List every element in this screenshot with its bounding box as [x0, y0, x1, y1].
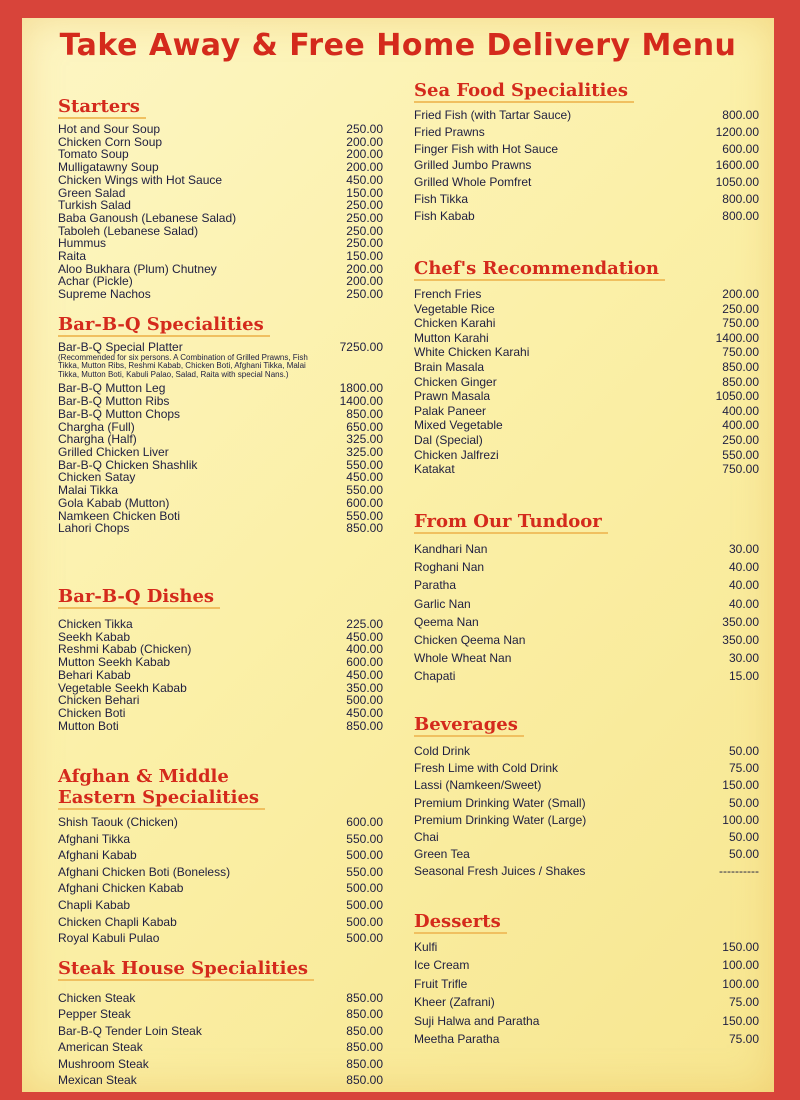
section-heading-line2: Eastern Specialities — [58, 787, 265, 810]
item-name: Afghani Chicken Boti (Boneless) — [58, 864, 231, 879]
menu-item — [414, 174, 759, 191]
item-price: 750.00 — [722, 316, 759, 331]
menu-item — [58, 123, 383, 136]
item-name: Chapli Kabab — [58, 897, 131, 912]
menu-item — [414, 975, 759, 993]
item-price: 200.00 — [346, 274, 383, 289]
item-price: 200.00 — [346, 160, 383, 175]
item-name: Suji Halwa and Paratha — [414, 1013, 540, 1028]
menu-item — [58, 1006, 383, 1022]
item-list — [58, 341, 383, 535]
menu-item — [58, 408, 383, 421]
menu-item — [58, 930, 383, 947]
section-beverages — [414, 714, 759, 881]
item-list — [58, 814, 383, 947]
menu-item — [414, 631, 759, 649]
menu-item — [414, 846, 759, 863]
item-name: Chicken Jalfrezi — [414, 447, 499, 462]
section-heading: From Our Tundoor — [414, 511, 608, 534]
item-price: 100.00 — [722, 958, 759, 973]
item-name: Chicken Behari — [58, 693, 140, 708]
menu-item — [58, 161, 383, 174]
item-price: 250.00 — [346, 236, 383, 251]
menu-item — [414, 993, 759, 1011]
menu-item — [58, 880, 383, 897]
item-price: 150.00 — [722, 778, 759, 793]
item-name: Chargha (Full) — [58, 419, 135, 434]
menu-item — [414, 107, 759, 124]
menu-page — [22, 18, 774, 1092]
item-price: 450.00 — [346, 667, 383, 682]
item-price: 550.00 — [346, 457, 383, 472]
menu-item — [414, 141, 759, 158]
item-name: Malai Tikka — [58, 483, 119, 498]
menu-item — [58, 1056, 383, 1072]
item-price: 850.00 — [346, 1056, 383, 1071]
item-price: 750.00 — [722, 345, 759, 360]
item-price: 250.00 — [722, 301, 759, 316]
menu-item — [414, 404, 759, 419]
menu-item — [58, 522, 383, 535]
menu-item — [58, 656, 383, 669]
item-price: 800.00 — [722, 108, 759, 122]
menu-item — [58, 990, 383, 1006]
item-price: 150.00 — [346, 249, 383, 264]
item-name: Mexican Steak — [58, 1073, 137, 1088]
menu-item — [58, 212, 383, 225]
menu-item — [414, 760, 759, 777]
item-price: 550.00 — [722, 447, 759, 462]
section-afghan — [58, 766, 383, 947]
section-desserts — [414, 911, 759, 1048]
item-name: Afghani Chicken Kabab — [58, 881, 184, 896]
menu-item — [414, 345, 759, 360]
item-price: 600.00 — [346, 655, 383, 670]
menu-item — [58, 814, 383, 831]
item-name: Fresh Lime with Cold Drink — [414, 761, 559, 776]
item-price: 200.00 — [346, 134, 383, 149]
item-list — [414, 287, 759, 477]
item-price: 75.00 — [728, 761, 759, 776]
menu-item — [414, 331, 759, 346]
item-price: 450.00 — [346, 705, 383, 720]
item-price: 1400.00 — [339, 394, 383, 409]
item-price: 850.00 — [346, 718, 383, 733]
menu-item — [414, 777, 759, 794]
item-price: 325.00 — [346, 432, 383, 447]
item-price: 500.00 — [346, 897, 383, 912]
item-name: Chai — [414, 830, 439, 845]
menu-item-platter — [58, 341, 383, 354]
menu-item — [414, 613, 759, 631]
section-starters — [58, 96, 383, 301]
item-name: American Steak — [58, 1040, 143, 1055]
item-name: Supreme Nachos — [58, 287, 151, 302]
menu-item — [414, 863, 759, 880]
item-price: 50.00 — [728, 830, 759, 845]
item-price: 350.00 — [722, 614, 759, 629]
menu-item — [414, 433, 759, 448]
menu-item — [414, 389, 759, 404]
section-seafood — [414, 80, 759, 225]
item-name: Baba Ganoush (Lebanese Salad) — [58, 210, 237, 225]
section-chef — [414, 258, 759, 477]
section-bbq-dishes — [58, 586, 383, 732]
item-name: Chicken Steak — [58, 991, 136, 1005]
item-name: French Fries — [414, 287, 482, 301]
item-price: 75.00 — [728, 1032, 759, 1047]
item-price: 200.00 — [346, 147, 383, 162]
item-name: Tomato Soup — [58, 147, 129, 162]
item-name: Seekh Kabab — [58, 629, 131, 644]
item-name: Ice Cream — [414, 958, 470, 973]
item-name: Taboleh (Lebanese Salad) — [58, 223, 199, 238]
item-price: 850.00 — [722, 374, 759, 389]
menu-item — [414, 418, 759, 433]
item-price: 350.00 — [346, 680, 383, 695]
item-name: Aloo Bukhara (Plum) Chutney — [58, 261, 217, 276]
item-name: Chicken Satay — [58, 470, 136, 485]
item-name: Meetha Paratha — [414, 1032, 500, 1047]
item-price: 450.00 — [346, 470, 383, 485]
item-name: Garlic Nan — [414, 596, 471, 611]
item-name: Fish Kabab — [414, 208, 475, 223]
menu-item — [414, 558, 759, 576]
item-name: Vegetable Seekh Kabab — [58, 680, 187, 695]
item-name: Prawn Masala — [414, 389, 491, 404]
item-price: 250.00 — [346, 223, 383, 238]
item-name: Chargha (Half) — [58, 432, 137, 447]
item-name: Qeema Nan — [414, 614, 479, 629]
item-price: 250.00 — [346, 198, 383, 213]
item-name: Dal (Special) — [414, 432, 483, 447]
menu-item — [58, 395, 383, 408]
item-name: White Chicken Karahi — [414, 345, 530, 360]
item-price: 550.00 — [346, 864, 383, 879]
item-name: Lassi (Namkeen/Sweet) — [414, 778, 542, 793]
section-steak — [58, 958, 383, 1088]
item-price: 550.00 — [346, 483, 383, 498]
item-price: 1600.00 — [715, 158, 759, 173]
item-price: 850.00 — [346, 1007, 383, 1022]
item-list — [58, 618, 383, 732]
item-name: Chicken Karahi — [414, 316, 496, 331]
item-price: 200.00 — [722, 287, 759, 301]
item-price: 450.00 — [346, 172, 383, 187]
item-price: 250.00 — [722, 432, 759, 447]
item-name: Afghani Tikka — [58, 831, 131, 846]
section-tundoor — [414, 511, 759, 686]
menu-item — [58, 831, 383, 848]
item-list — [414, 107, 759, 225]
menu-item — [414, 462, 759, 477]
item-list-rest — [58, 382, 383, 534]
item-price: 550.00 — [346, 831, 383, 846]
item-name: Green Tea — [414, 847, 470, 862]
menu-item — [414, 667, 759, 685]
menu-item — [58, 250, 383, 263]
item-list — [414, 938, 759, 1048]
menu-item — [58, 720, 383, 733]
item-name: Bar-B-Q Mutton Ribs — [58, 394, 170, 409]
item-name: Katakat — [414, 462, 455, 477]
menu-item — [58, 864, 383, 881]
section-heading: Bar-B-Q Dishes — [58, 586, 220, 609]
menu-item — [58, 669, 383, 682]
item-name: Chicken Tikka — [58, 617, 133, 631]
item-name: Fried Prawns — [414, 124, 485, 139]
item-name: Green Salad — [58, 185, 126, 200]
item-price: 550.00 — [346, 508, 383, 523]
item-name: Mushroom Steak — [58, 1056, 149, 1071]
item-name: Hummus — [58, 236, 107, 251]
section-heading: Chef's Recommendation — [414, 258, 665, 281]
menu-item — [414, 743, 759, 760]
item-price: 7250.00 — [339, 340, 383, 354]
item-price: 30.00 — [728, 542, 759, 556]
menu-item — [414, 812, 759, 829]
menu-item — [414, 375, 759, 390]
item-name: Kheer (Zafrani) — [414, 995, 495, 1010]
section-heading: Beverages — [414, 714, 524, 737]
item-name: Kulfi — [414, 940, 438, 954]
item-price: 500.00 — [346, 848, 383, 863]
item-price: 30.00 — [728, 651, 759, 666]
item-price: 800.00 — [722, 191, 759, 206]
item-price: 850.00 — [346, 521, 383, 536]
menu-item — [414, 302, 759, 317]
menu-item — [58, 707, 383, 720]
item-name: Grilled Chicken Liver — [58, 445, 169, 459]
item-price: 400.00 — [722, 403, 759, 418]
item-price: 600.00 — [346, 815, 383, 829]
menu-item — [414, 316, 759, 331]
item-name: Chicken Chapli Kabab — [58, 914, 177, 929]
item-price: 150.00 — [346, 185, 383, 200]
item-name: Reshmi Kabab (Chicken) — [58, 642, 192, 657]
item-price: 650.00 — [346, 419, 383, 434]
item-price: 1400.00 — [715, 330, 759, 345]
menu-item — [414, 360, 759, 375]
menu-item — [58, 237, 383, 250]
item-name: Royal Kabuli Pulao — [58, 931, 160, 946]
item-price: 40.00 — [728, 578, 759, 593]
item-name: Namkeen Chicken Boti — [58, 508, 181, 523]
item-name: Chicken Corn Soup — [58, 134, 163, 149]
item-price: 50.00 — [728, 795, 759, 810]
item-name: Mutton Seekh Kabab — [58, 655, 171, 670]
item-name: Chicken Wings with Hot Sauce — [58, 172, 223, 187]
item-price: 850.00 — [346, 1023, 383, 1038]
menu-item — [414, 795, 759, 812]
item-price: 75.00 — [728, 995, 759, 1010]
section-heading: Bar-B-Q Specialities — [58, 314, 270, 337]
item-price: 250.00 — [346, 287, 383, 302]
menu-item — [414, 1030, 759, 1048]
menu-item — [414, 956, 759, 974]
item-price: 850.00 — [346, 1073, 383, 1088]
item-name: Mulligatawny Soup — [58, 160, 159, 175]
item-name: Kandhari Nan — [414, 542, 488, 556]
item-name: Bar-B-Q Tender Loin Steak — [58, 1023, 202, 1038]
menu-item — [414, 649, 759, 667]
item-name: Bar-B-Q Special Platter — [58, 340, 183, 354]
item-price: 50.00 — [728, 744, 759, 758]
item-name: Fruit Trifle — [414, 976, 468, 991]
item-name: Behari Kabab — [58, 667, 131, 682]
item-name: Afghani Kabab — [58, 848, 137, 863]
menu-item — [414, 191, 759, 208]
item-price: 850.00 — [346, 406, 383, 421]
item-price: 1050.00 — [715, 175, 759, 190]
menu-item — [414, 938, 759, 956]
menu-item — [414, 540, 759, 558]
item-price: 225.00 — [346, 617, 383, 631]
item-price: 750.00 — [722, 462, 759, 477]
item-list — [414, 540, 759, 686]
section-heading-line1: Afghan & Middle — [58, 766, 229, 787]
item-price: 50.00 — [728, 847, 759, 862]
item-name: Gola Kabab (Mutton) — [58, 495, 170, 510]
item-price: 350.00 — [722, 633, 759, 648]
item-name: Brain Masala — [414, 359, 485, 374]
item-price: 850.00 — [346, 991, 383, 1005]
item-price: 600.00 — [722, 141, 759, 156]
menu-item — [414, 448, 759, 463]
item-name: Pepper Steak — [58, 1007, 131, 1022]
item-price: 500.00 — [346, 693, 383, 708]
item-name: Roghani Nan — [414, 560, 485, 575]
item-name: Palak Paneer — [414, 403, 487, 418]
item-name: Bar-B-Q Chicken Shashlik — [58, 457, 198, 472]
section-bbq-specialities — [58, 314, 383, 535]
item-name: Cold Drink — [414, 744, 471, 758]
menu-item — [414, 157, 759, 174]
item-name: Turkish Salad — [58, 198, 131, 213]
menu-item — [58, 497, 383, 510]
item-name: Shish Taouk (Chicken) — [58, 815, 178, 829]
item-price: 40.00 — [728, 596, 759, 611]
item-name: Chicken Ginger — [414, 374, 497, 389]
item-name: Vegetable Rice — [414, 301, 495, 316]
item-price: ---------- — [719, 864, 759, 879]
item-name: Achar (Pickle) — [58, 274, 133, 289]
item-name: Whole Wheat Nan — [414, 651, 512, 666]
menu-item — [58, 847, 383, 864]
menu-item — [58, 914, 383, 931]
item-name: Fried Fish (with Tartar Sauce) — [414, 108, 572, 122]
item-name: Chapati — [414, 669, 456, 684]
menu-item — [58, 1072, 383, 1088]
section-heading: Desserts — [414, 911, 507, 934]
section-heading: Starters — [58, 96, 146, 119]
menu-item — [414, 1012, 759, 1030]
item-price: 15.00 — [728, 669, 759, 684]
item-name: Hot and Sour Soup — [58, 122, 161, 136]
item-list — [58, 990, 383, 1088]
item-price: 150.00 — [722, 940, 759, 954]
item-price: 600.00 — [346, 495, 383, 510]
item-name: Lahori Chops — [58, 521, 130, 536]
item-name: Seasonal Fresh Juices / Shakes — [414, 864, 586, 879]
item-price: 250.00 — [346, 210, 383, 225]
menu-item — [414, 829, 759, 846]
section-heading: Sea Food Specialities — [414, 80, 634, 103]
menu-item — [58, 225, 383, 238]
item-name: Paratha — [414, 578, 457, 593]
item-price: 150.00 — [722, 1013, 759, 1028]
item-name: Bar-B-Q Mutton Chops — [58, 406, 181, 421]
menu-item — [58, 897, 383, 914]
item-price: 500.00 — [346, 881, 383, 896]
item-price: 400.00 — [346, 642, 383, 657]
item-name: Premium Drinking Water (Large) — [414, 812, 587, 827]
item-list — [58, 123, 383, 301]
menu-item — [58, 618, 383, 631]
menu-item — [58, 174, 383, 187]
menu-item — [58, 484, 383, 497]
menu-item — [414, 576, 759, 594]
menu-item — [414, 595, 759, 613]
item-price: 400.00 — [722, 418, 759, 433]
item-price: 1200.00 — [715, 124, 759, 139]
item-price: 100.00 — [722, 976, 759, 991]
section-heading: Steak House Specialities — [58, 958, 314, 981]
item-price: 800.00 — [722, 208, 759, 223]
item-price: 450.00 — [346, 629, 383, 644]
item-price: 1050.00 — [715, 389, 759, 404]
menu-item — [58, 1039, 383, 1055]
item-price: 325.00 — [346, 445, 383, 459]
item-name: Grilled Jumbo Prawns — [414, 158, 532, 173]
item-name: Premium Drinking Water (Small) — [414, 795, 586, 810]
item-name: Chicken Boti — [58, 705, 126, 720]
item-name: Mutton Karahi — [414, 330, 489, 345]
item-name: Finger Fish with Hot Sauce — [414, 141, 559, 156]
menu-item — [58, 446, 383, 459]
item-price: 100.00 — [722, 812, 759, 827]
item-price: 40.00 — [728, 560, 759, 575]
item-name: Grilled Whole Pomfret — [414, 175, 532, 190]
item-price: 500.00 — [346, 914, 383, 929]
menu-title: Take Away & Free Home Delivery Menu — [59, 28, 737, 63]
menu-item — [58, 288, 383, 301]
item-list — [414, 743, 759, 881]
menu-item — [58, 1023, 383, 1039]
item-price: 1800.00 — [339, 381, 383, 396]
item-price: 850.00 — [346, 1040, 383, 1055]
item-price: 250.00 — [346, 122, 383, 136]
platter-note: (Recommended for six persons. A Combination of Grilled Prawns, Fish Tikka, Mutton Ribs, Reshmi Kabab, Chicken Boti, Afghani Tikka, Malai Tikka, Mutton Boti, Kabuli Palao, Salad, Raita with special Nans.) — [58, 352, 308, 379]
item-name: Bar-B-Q Mutton Leg — [58, 381, 166, 396]
item-name: Raita — [58, 249, 87, 264]
item-name: Fish Tikka — [414, 191, 469, 206]
item-price: 850.00 — [722, 359, 759, 374]
item-name: Chicken Qeema Nan — [414, 633, 526, 648]
item-price: 200.00 — [346, 261, 383, 276]
item-price: 500.00 — [346, 931, 383, 946]
menu-item — [414, 208, 759, 225]
menu-item — [414, 124, 759, 141]
item-name: Mixed Vegetable — [414, 418, 503, 433]
menu-item — [414, 287, 759, 302]
item-name: Mutton Boti — [58, 718, 119, 733]
